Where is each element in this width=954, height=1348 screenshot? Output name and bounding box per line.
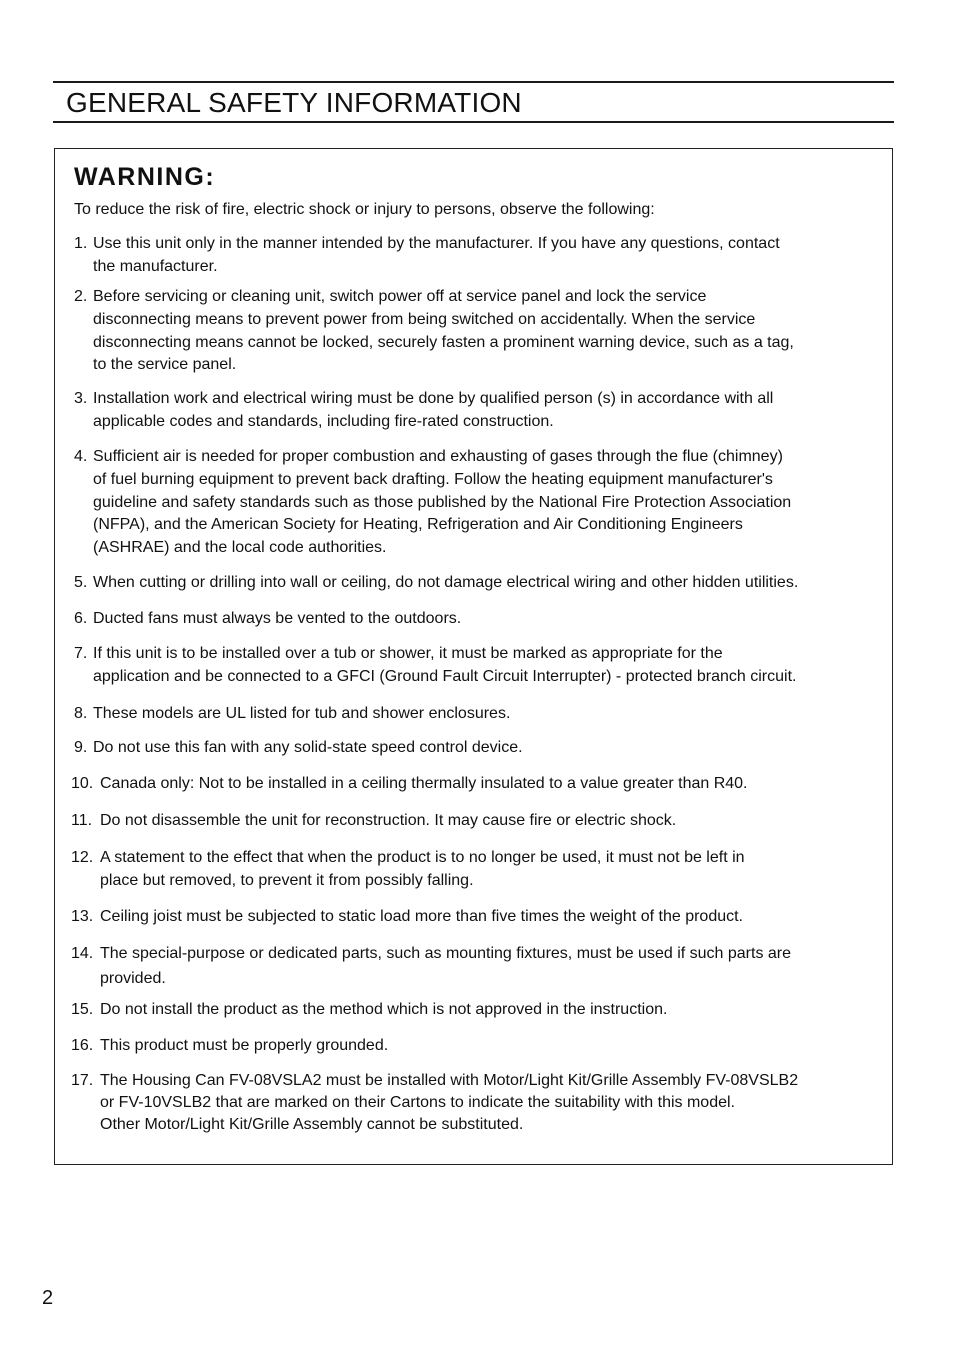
warning-list-item (71, 906, 743, 929)
list-item-line: The special-purpose or dedicated parts, such as mounting fixtures, must be used if such parts are (100, 945, 792, 962)
list-item-text (93, 703, 510, 726)
list-item-text (93, 388, 773, 434)
list-item-line: Do not install the product as the method which is not approved in the instruction. (100, 1001, 668, 1018)
list-item-line: Do not disassemble the unit for reconstruction. It may cause fire or electric shock. (100, 812, 677, 829)
list-item-line: Use this unit only in the manner intended by the manufacturer. If you have any questions, contact (93, 235, 780, 252)
list-item-line: (ASHRAE) and the local code authorities. (93, 539, 387, 557)
list-item-text (100, 999, 667, 1022)
warning-list-item (71, 773, 748, 796)
warning-heading: WARNING: (74, 163, 216, 191)
list-item-number: 9. (74, 739, 88, 756)
list-item-number: 4. (74, 448, 88, 465)
list-item-line: Installation work and electrical wiring must be done by qualified person (s) in accordance with all (93, 390, 774, 407)
list-item-number: 14. (71, 945, 94, 962)
list-item-line: These models are UL listed for tub and shower enclosures. (93, 705, 511, 722)
warning-list-item (71, 1035, 388, 1058)
warning-list-item (71, 999, 667, 1022)
warning-list-item (74, 572, 798, 595)
list-item-line: to the service panel. (93, 356, 237, 374)
warning-list-item (74, 233, 780, 279)
list-item-text (100, 847, 745, 893)
list-item-line: provided. (100, 970, 166, 987)
list-item-line: Canada only: Not to be installed in a ceiling thermally insulated to a value greater than R40. (100, 775, 748, 792)
list-item-number: 2. (74, 288, 88, 305)
warning-intro: To reduce the risk of fire, electric shock or injury to persons, observe the following: (74, 201, 655, 218)
list-item-line: applicable codes and standards, including fire-rated construction. (93, 412, 554, 430)
list-item-text (100, 773, 748, 796)
list-item-number: 10. (71, 775, 94, 792)
list-item-number: 12. (71, 849, 94, 866)
list-item-line: application and be connected to a GFCI (Ground Fault Circuit Interrupter) - protected branch circuit. (93, 667, 797, 685)
warning-list-item (71, 1070, 798, 1137)
list-item-text (93, 286, 794, 377)
list-item-line: Other Motor/Light Kit/Grille Assembly cannot be substituted. (100, 1116, 524, 1134)
list-item-line: disconnecting means to prevent power from being switched on accidentally. When the service (93, 310, 756, 328)
warning-list-item (74, 608, 461, 631)
list-item-number: 17. (71, 1072, 94, 1089)
list-item-line: disconnecting means cannot be locked, securely fasten a prominent warning device, such as a tag, (93, 333, 794, 351)
list-item-line: the manufacturer. (93, 257, 218, 275)
list-item-line: of fuel burning equipment to prevent back drafting. Follow the heating equipment manufacturer's (93, 470, 773, 488)
warning-list-item (74, 737, 523, 760)
warning-list-item (71, 941, 791, 991)
list-item-line: When cutting or drilling into wall or ceiling, do not damage electrical wiring and other hidden utilities. (93, 574, 799, 591)
list-item-line: or FV-10VSLB2 that are marked on their Cartons to indicate the suitability with this model. (100, 1094, 735, 1112)
list-item-line: guideline and safety standards such as those published by the National Fire Protection Association (93, 493, 792, 511)
list-item-number: 16. (71, 1037, 94, 1054)
list-item-line: place but removed, to prevent it from possibly falling. (100, 871, 474, 889)
warning-list-item (74, 643, 796, 689)
list-item-number: 8. (74, 705, 88, 722)
list-item-line: Before servicing or cleaning unit, switch power off at service panel and lock the service (93, 288, 707, 305)
list-item-text (93, 643, 796, 689)
list-item-text (93, 446, 791, 560)
list-item-text (93, 737, 523, 760)
list-item-line: If this unit is to be installed over a tub or shower, it must be marked as appropriate for the (93, 645, 723, 662)
list-item-number: 3. (74, 390, 88, 407)
list-item-line: A statement to the effect that when the product is to no longer be used, it must not be left in (100, 849, 745, 866)
list-item-number: 13. (71, 908, 94, 925)
page-title: GENERAL SAFETY INFORMATION (66, 87, 522, 118)
list-item-line: Ducted fans must always be vented to the outdoors. (93, 610, 462, 627)
warning-list-item (74, 703, 510, 726)
list-item-line: Ceiling joist must be subjected to static load more than five times the weight of the product. (100, 908, 743, 925)
warning-list-item (74, 446, 791, 560)
list-item-text (100, 810, 676, 833)
list-item-number: 1. (74, 235, 88, 252)
warning-list-item (71, 810, 676, 833)
warning-box (54, 148, 893, 1165)
list-item-text (100, 906, 743, 929)
list-item-line: Sufficient air is needed for proper combustion and exhausting of gases through the flue (chimney) (93, 448, 783, 465)
list-item-line: The Housing Can FV-08VSLA2 must be installed with Motor/Light Kit/Grille Assembly FV-08VSLB2 (100, 1072, 799, 1089)
list-item-text (100, 1035, 388, 1058)
page-header (53, 81, 894, 123)
list-item-text (93, 233, 780, 279)
list-item-text (100, 1070, 798, 1137)
warning-list-item (74, 388, 773, 434)
warning-list-item (71, 847, 745, 893)
list-item-number: 5. (74, 574, 88, 591)
list-item-text (100, 941, 791, 991)
list-item-line: Do not use this fan with any solid-state speed control device. (93, 739, 523, 756)
warning-list-item (74, 286, 794, 377)
list-item-number: 11. (71, 812, 93, 829)
list-item-number: 15. (71, 1001, 94, 1018)
list-item-number: 7. (74, 645, 88, 662)
list-item-line: This product must be properly grounded. (100, 1037, 389, 1054)
page-number: 2 (42, 1287, 54, 1309)
list-item-number: 6. (74, 610, 88, 627)
list-item-line: (NFPA), and the American Society for Heating, Refrigeration and Air Conditioning Engineers (93, 516, 743, 534)
list-item-text (93, 572, 798, 595)
list-item-text (93, 608, 461, 631)
